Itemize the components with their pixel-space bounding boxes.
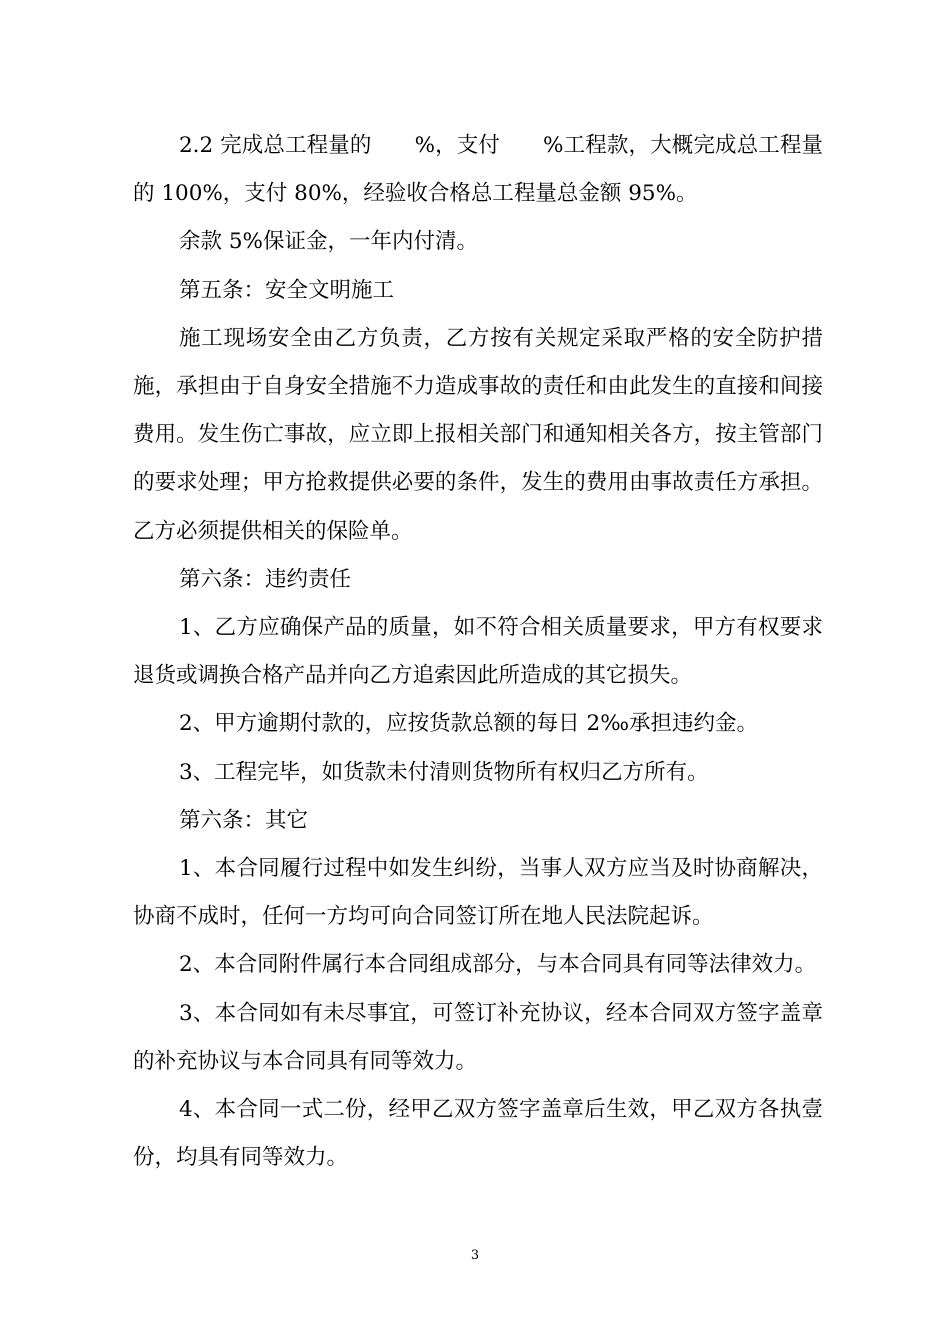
liability-item-3: 3、工程完毕，如货款未付清则货物所有权归乙方所有。 xyxy=(179,759,709,785)
other-item-3: 3、本合同如有未尽事宜，可签订补充协议，经本合同双方签字盖章的补充协议与本合同具有同等效力。 xyxy=(133,1000,823,1074)
liability-item-1: 1、乙方应确保产品的质量，如不符合相关质量要求，甲方有权要求退货或调换合格产品并向乙方追索因此所造成的其它损失。 xyxy=(133,615,823,689)
safety-clause: 施工现场安全由乙方负责，乙方按有关规定采取严格的安全防护措施，承担由于自身安全措施不力造成事故的责任和由此发生的直接和间接费用。发生伤亡事故，应立即上报相关部门和通知相关各方，按主管部门的要求处理；甲方抢救提供必要的条件，发生的费用由事故责任方承担。乙方必须提供相关的保险单。 xyxy=(133,325,823,544)
article-6-heading-liability: 第六条：违约责任 xyxy=(179,566,352,592)
other-item-1: 1、本合同履行过程中如发生纠纷，当事人双方应当及时协商解决，协商不成时，任何一方均可向合同签订所在地人民法院起诉。 xyxy=(133,856,823,930)
payment-clause-2-2: 2.2 完成总工程量的 %，支付 %工程款，大概完成总工程量的 100%，支付 80%，经验收合格总工程量总金额 95%。 xyxy=(133,133,823,207)
liability-item-2: 2、甲方逾期付款的，应按货款总额的每日 2‰承担违约金。 xyxy=(179,711,759,737)
article-6-heading-other: 第六条：其它 xyxy=(179,807,309,833)
document-body xyxy=(133,122,823,1182)
page-number: 3 xyxy=(470,1248,480,1263)
other-item-2: 2、本合同附件属行本合同组成部分，与本合同具有同等法律效力。 xyxy=(179,952,817,978)
other-item-4: 4、本合同一式二份，经甲乙双方签字盖章后生效，甲乙双方各执壹份，均具有同等效力。 xyxy=(133,1097,823,1171)
retention-clause: 余款 5%保证金，一年内付清。 xyxy=(179,229,478,255)
article-5-heading: 第五条：安全文明施工 xyxy=(179,277,395,303)
